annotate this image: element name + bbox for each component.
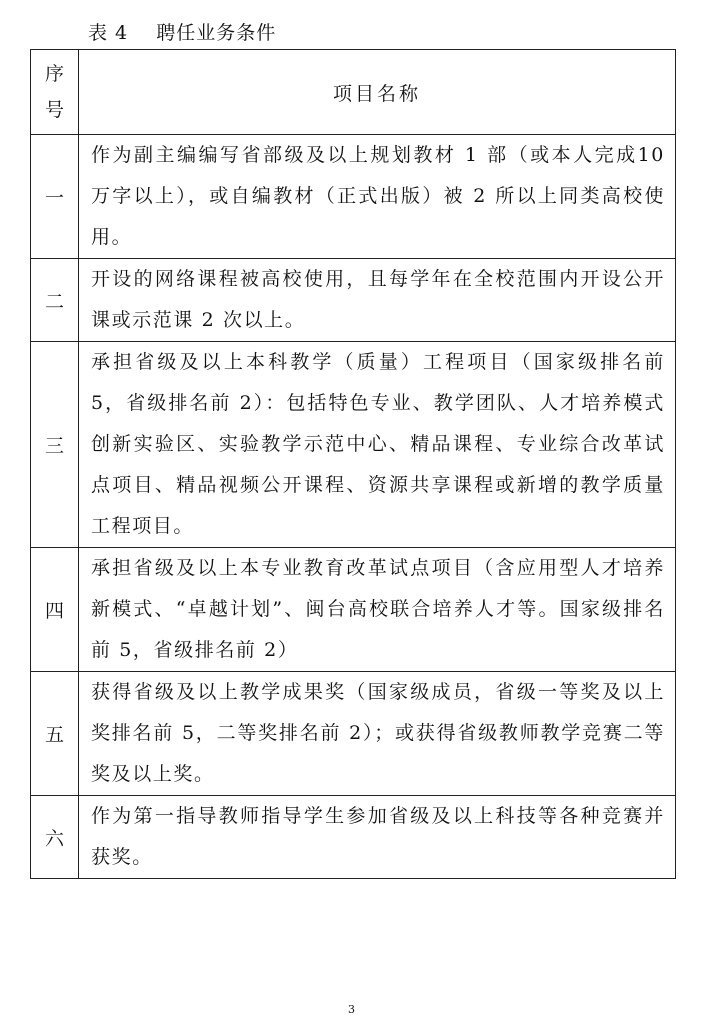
row-number: 五 (31, 672, 79, 796)
table-row (31, 259, 676, 342)
table-caption: 表 4 聘任业务条件 (88, 22, 277, 44)
row-text: 承担省级及以上本专业教育改革试点项目（含应用型人才培养新模式、“卓越计划”、闽台高校联合培养人才等。国家级排名前 5，省级排名前 2） (79, 548, 676, 672)
row-number: 二 (31, 259, 79, 342)
header-serial-line1: 序 (44, 63, 64, 85)
header-serial-line2: 号 (44, 99, 64, 121)
row-number: 四 (31, 548, 79, 672)
table-row (31, 796, 676, 879)
row-number: 六 (31, 796, 79, 879)
table-row (31, 672, 676, 796)
row-text: 获得省级及以上教学成果奖（国家级成员，省级一等奖及以上奖排名前 5，二等奖排名前 2）；或获得省级教师教学竞赛二等奖及以上奖。 (79, 672, 676, 796)
row-text: 作为副主编编写省部级及以上规划教材 1 部（或本人完成10 万字以上），或自编教材（正式出版）被 2 所以上同类高校使用。 (79, 135, 676, 259)
row-text: 承担省级及以上本科教学（质量）工程项目（国家级排名前 5，省级排名前 2）：包括特色专业、教学团队、人才培养模式创新实验区、实验教学示范中心、精品课程、专业综合改革试点项目、精品视频公开课程、资源共享课程或新增的教学质量工程项目。 (79, 342, 676, 548)
conditions-table (30, 49, 676, 879)
header-item-name: 项目名称 (79, 50, 676, 135)
page-number: 3 (348, 1003, 355, 1016)
row-number: 三 (31, 342, 79, 548)
header-serial-number (31, 50, 79, 135)
table-row (31, 135, 676, 259)
row-text: 作为第一指导教师指导学生参加省级及以上科技等各种竞赛并获奖。 (79, 796, 676, 879)
table-row (31, 548, 676, 672)
table-header-row (31, 50, 676, 135)
table-row (31, 342, 676, 548)
row-text: 开设的网络课程被高校使用，且每学年在全校范围内开设公开课或示范课 2 次以上。 (79, 259, 676, 342)
row-number: 一 (31, 135, 79, 259)
